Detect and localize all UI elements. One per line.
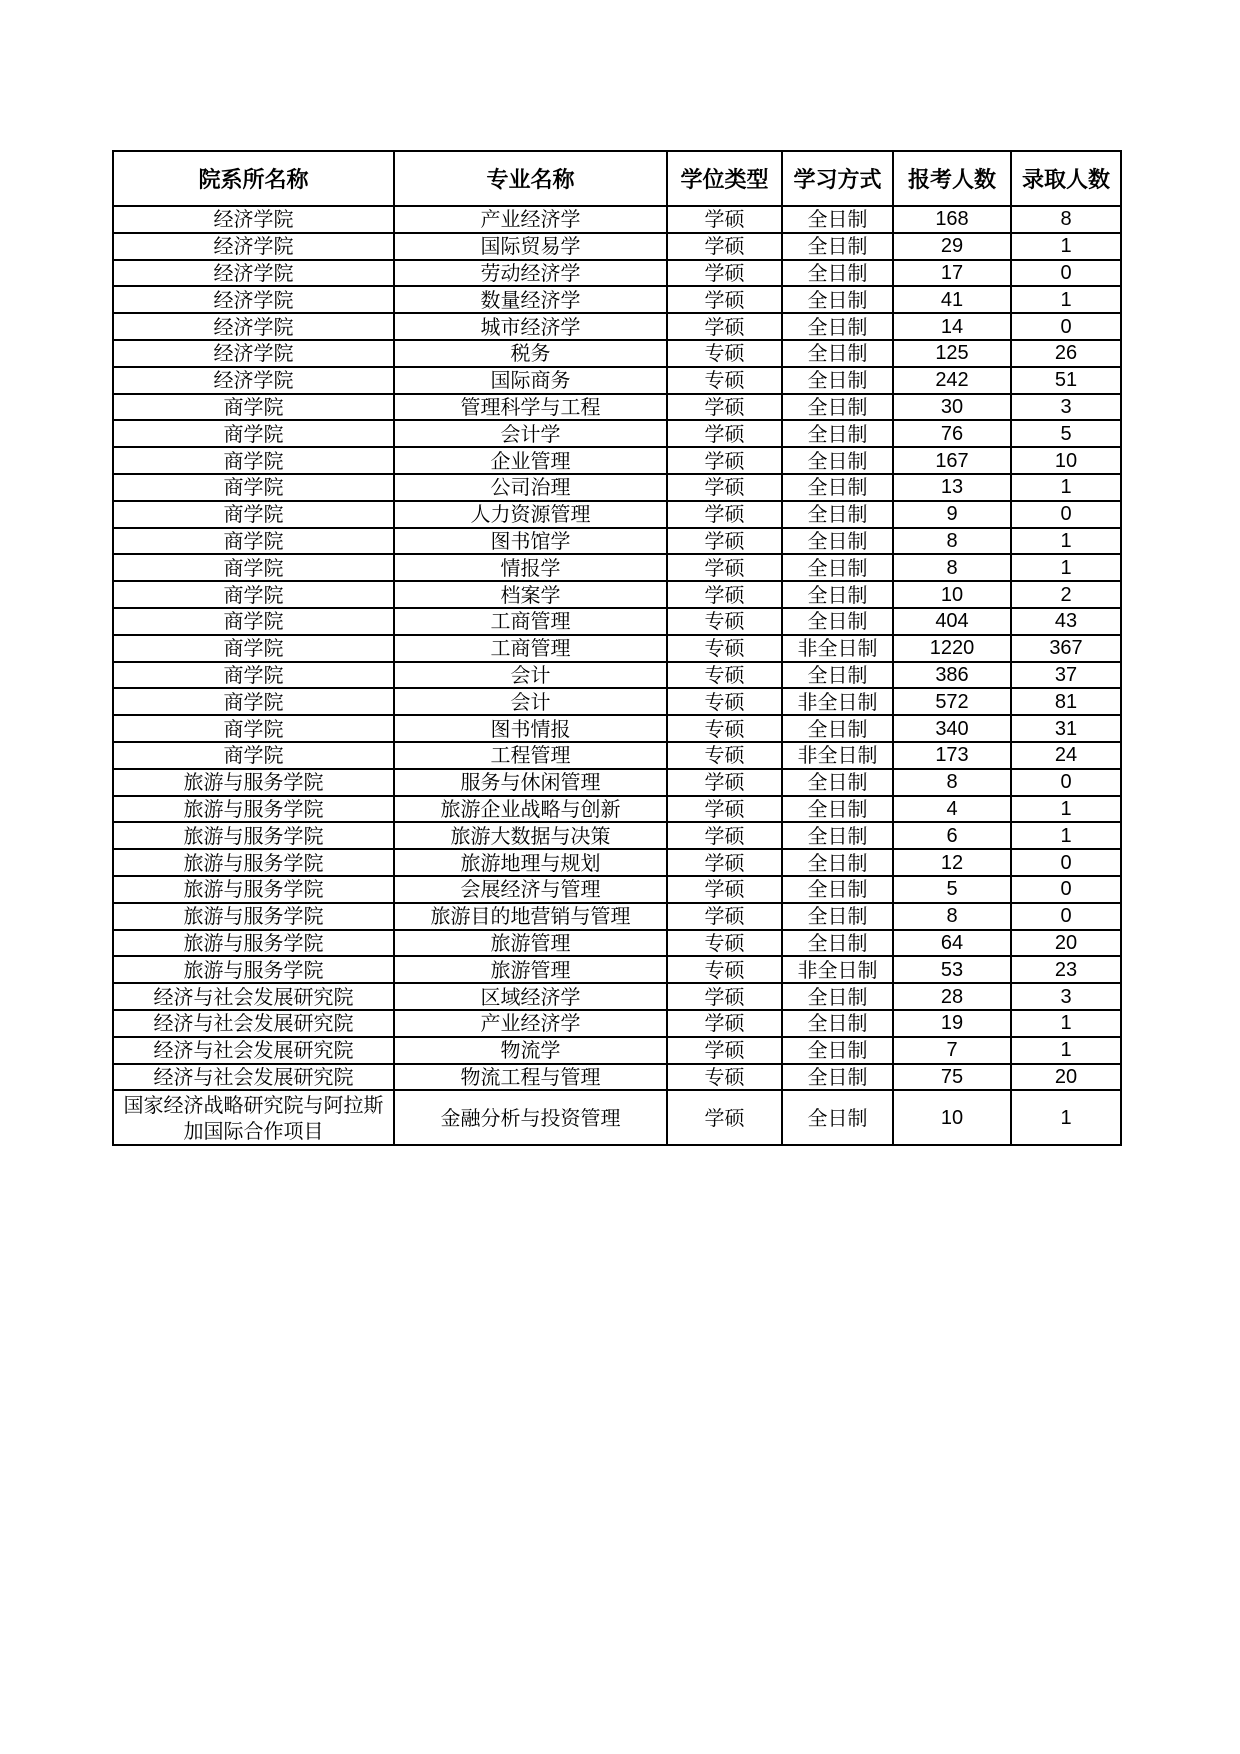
cell-applicants: 19 (893, 1010, 1011, 1037)
cell-applicants: 75 (893, 1064, 1011, 1091)
cell-major: 城市经济学 (394, 313, 667, 340)
cell-admitted: 2 (1011, 581, 1121, 608)
table-row (113, 956, 1121, 983)
table-row (113, 1037, 1121, 1064)
cell-applicants: 167 (893, 447, 1011, 474)
cell-department: 商学院 (113, 420, 394, 447)
cell-degree-type: 专硕 (667, 367, 782, 394)
cell-applicants: 17 (893, 260, 1011, 287)
cell-major: 工商管理 (394, 608, 667, 635)
cell-department: 旅游与服务学院 (113, 903, 394, 930)
cell-study-mode: 非全日制 (782, 956, 893, 983)
table-row (113, 501, 1121, 528)
cell-admitted: 3 (1011, 394, 1121, 421)
cell-major: 金融分析与投资管理 (394, 1090, 667, 1145)
table-row (113, 1064, 1121, 1091)
cell-major: 会展经济与管理 (394, 876, 667, 903)
cell-study-mode: 非全日制 (782, 688, 893, 715)
table-row (113, 286, 1121, 313)
cell-applicants: 64 (893, 930, 1011, 957)
cell-admitted: 20 (1011, 930, 1121, 957)
cell-study-mode: 全日制 (782, 876, 893, 903)
table-row (113, 662, 1121, 689)
cell-major: 情报学 (394, 554, 667, 581)
table-row (113, 715, 1121, 742)
cell-department: 经济与社会发展研究院 (113, 1064, 394, 1091)
cell-department: 经济与社会发展研究院 (113, 1037, 394, 1064)
cell-applicants: 9 (893, 501, 1011, 528)
cell-applicants: 53 (893, 956, 1011, 983)
cell-study-mode: 全日制 (782, 796, 893, 823)
admissions-table (112, 150, 1122, 1146)
cell-degree-type: 专硕 (667, 930, 782, 957)
cell-admitted: 10 (1011, 447, 1121, 474)
cell-degree-type: 学硕 (667, 1090, 782, 1145)
table-row (113, 1090, 1121, 1145)
cell-major: 图书情报 (394, 715, 667, 742)
cell-study-mode: 全日制 (782, 1090, 893, 1145)
cell-study-mode: 全日制 (782, 394, 893, 421)
cell-admitted: 26 (1011, 340, 1121, 367)
cell-admitted: 3 (1011, 983, 1121, 1010)
cell-study-mode: 全日制 (782, 554, 893, 581)
table-row (113, 528, 1121, 555)
cell-study-mode: 全日制 (782, 1010, 893, 1037)
table-row (113, 742, 1121, 769)
cell-degree-type: 学硕 (667, 849, 782, 876)
cell-degree-type: 专硕 (667, 956, 782, 983)
cell-applicants: 7 (893, 1037, 1011, 1064)
cell-degree-type: 学硕 (667, 474, 782, 501)
cell-department: 经济与社会发展研究院 (113, 983, 394, 1010)
cell-admitted: 51 (1011, 367, 1121, 394)
cell-department: 经济学院 (113, 286, 394, 313)
header-major: 专业名称 (394, 151, 667, 206)
cell-study-mode: 全日制 (782, 286, 893, 313)
cell-admitted: 1 (1011, 474, 1121, 501)
cell-degree-type: 学硕 (667, 769, 782, 796)
table-row (113, 206, 1121, 233)
cell-admitted: 20 (1011, 1064, 1121, 1091)
cell-applicants: 12 (893, 849, 1011, 876)
cell-degree-type: 学硕 (667, 822, 782, 849)
table-row (113, 1010, 1121, 1037)
header-study-mode: 学习方式 (782, 151, 893, 206)
cell-study-mode: 全日制 (782, 260, 893, 287)
cell-admitted: 43 (1011, 608, 1121, 635)
cell-admitted: 24 (1011, 742, 1121, 769)
cell-applicants: 4 (893, 796, 1011, 823)
table-row (113, 769, 1121, 796)
cell-applicants: 242 (893, 367, 1011, 394)
cell-study-mode: 全日制 (782, 608, 893, 635)
cell-major: 工程管理 (394, 742, 667, 769)
cell-department: 旅游与服务学院 (113, 796, 394, 823)
table-row (113, 313, 1121, 340)
cell-applicants: 76 (893, 420, 1011, 447)
cell-department: 经济学院 (113, 233, 394, 260)
table-row (113, 474, 1121, 501)
cell-study-mode: 全日制 (782, 822, 893, 849)
cell-admitted: 0 (1011, 849, 1121, 876)
cell-admitted: 81 (1011, 688, 1121, 715)
table-row (113, 233, 1121, 260)
cell-department: 国家经济战略研究院与阿拉斯加国际合作项目 (113, 1090, 394, 1145)
cell-applicants: 41 (893, 286, 1011, 313)
cell-department: 商学院 (113, 715, 394, 742)
cell-admitted: 37 (1011, 662, 1121, 689)
table-row (113, 983, 1121, 1010)
cell-degree-type: 专硕 (667, 742, 782, 769)
cell-applicants: 6 (893, 822, 1011, 849)
header-applicants: 报考人数 (893, 151, 1011, 206)
cell-study-mode: 全日制 (782, 715, 893, 742)
table-row (113, 260, 1121, 287)
cell-department: 经济学院 (113, 206, 394, 233)
cell-admitted: 0 (1011, 769, 1121, 796)
table-row (113, 447, 1121, 474)
header-department: 院系所名称 (113, 151, 394, 206)
cell-study-mode: 全日制 (782, 1064, 893, 1091)
table-row (113, 635, 1121, 662)
cell-department: 商学院 (113, 635, 394, 662)
cell-degree-type: 学硕 (667, 447, 782, 474)
cell-admitted: 1 (1011, 554, 1121, 581)
cell-degree-type: 学硕 (667, 233, 782, 260)
header-admitted: 录取人数 (1011, 151, 1121, 206)
cell-admitted: 23 (1011, 956, 1121, 983)
cell-major: 工商管理 (394, 635, 667, 662)
cell-applicants: 386 (893, 662, 1011, 689)
cell-study-mode: 非全日制 (782, 635, 893, 662)
cell-major: 人力资源管理 (394, 501, 667, 528)
cell-department: 商学院 (113, 581, 394, 608)
cell-major: 区域经济学 (394, 983, 667, 1010)
cell-major: 数量经济学 (394, 286, 667, 313)
cell-major: 图书馆学 (394, 528, 667, 555)
cell-admitted: 0 (1011, 501, 1121, 528)
cell-applicants: 173 (893, 742, 1011, 769)
cell-study-mode: 全日制 (782, 340, 893, 367)
cell-study-mode: 全日制 (782, 662, 893, 689)
cell-degree-type: 学硕 (667, 554, 782, 581)
cell-degree-type: 学硕 (667, 206, 782, 233)
cell-applicants: 8 (893, 528, 1011, 555)
cell-major: 国际贸易学 (394, 233, 667, 260)
cell-major: 产业经济学 (394, 206, 667, 233)
cell-applicants: 168 (893, 206, 1011, 233)
table-row (113, 367, 1121, 394)
cell-applicants: 5 (893, 876, 1011, 903)
cell-degree-type: 专硕 (667, 1064, 782, 1091)
cell-degree-type: 学硕 (667, 581, 782, 608)
cell-department: 商学院 (113, 688, 394, 715)
cell-admitted: 5 (1011, 420, 1121, 447)
cell-admitted: 8 (1011, 206, 1121, 233)
cell-major: 劳动经济学 (394, 260, 667, 287)
cell-study-mode: 全日制 (782, 420, 893, 447)
table-row (113, 688, 1121, 715)
cell-major: 旅游企业战略与创新 (394, 796, 667, 823)
cell-department: 商学院 (113, 447, 394, 474)
cell-department: 经济与社会发展研究院 (113, 1010, 394, 1037)
cell-major: 税务 (394, 340, 667, 367)
cell-department: 商学院 (113, 608, 394, 635)
cell-major: 物流学 (394, 1037, 667, 1064)
cell-admitted: 1 (1011, 1090, 1121, 1145)
cell-degree-type: 学硕 (667, 420, 782, 447)
cell-study-mode: 全日制 (782, 528, 893, 555)
cell-degree-type: 学硕 (667, 394, 782, 421)
cell-study-mode: 全日制 (782, 903, 893, 930)
header-degree-type: 学位类型 (667, 151, 782, 206)
cell-degree-type: 学硕 (667, 1010, 782, 1037)
cell-major: 旅游目的地营销与管理 (394, 903, 667, 930)
table-row (113, 796, 1121, 823)
cell-study-mode: 全日制 (782, 501, 893, 528)
cell-department: 经济学院 (113, 340, 394, 367)
cell-department: 旅游与服务学院 (113, 876, 394, 903)
cell-applicants: 14 (893, 313, 1011, 340)
cell-degree-type: 学硕 (667, 903, 782, 930)
table-row (113, 822, 1121, 849)
cell-admitted: 1 (1011, 528, 1121, 555)
cell-department: 旅游与服务学院 (113, 849, 394, 876)
table-row (113, 876, 1121, 903)
cell-applicants: 29 (893, 233, 1011, 260)
cell-department: 商学院 (113, 528, 394, 555)
cell-applicants: 10 (893, 581, 1011, 608)
cell-admitted: 0 (1011, 313, 1121, 340)
cell-degree-type: 专硕 (667, 608, 782, 635)
cell-study-mode: 全日制 (782, 367, 893, 394)
cell-applicants: 8 (893, 769, 1011, 796)
cell-department: 商学院 (113, 554, 394, 581)
cell-study-mode: 全日制 (782, 206, 893, 233)
cell-department: 旅游与服务学院 (113, 930, 394, 957)
cell-degree-type: 专硕 (667, 340, 782, 367)
cell-major: 旅游管理 (394, 956, 667, 983)
cell-applicants: 8 (893, 903, 1011, 930)
cell-admitted: 1 (1011, 796, 1121, 823)
table-row (113, 581, 1121, 608)
cell-applicants: 404 (893, 608, 1011, 635)
cell-study-mode: 全日制 (782, 1037, 893, 1064)
table-row (113, 903, 1121, 930)
cell-admitted: 1 (1011, 1010, 1121, 1037)
cell-applicants: 10 (893, 1090, 1011, 1145)
cell-major: 服务与休闲管理 (394, 769, 667, 796)
cell-degree-type: 学硕 (667, 1037, 782, 1064)
table-row (113, 930, 1121, 957)
cell-study-mode: 全日制 (782, 233, 893, 260)
cell-study-mode: 全日制 (782, 474, 893, 501)
cell-major: 旅游大数据与决策 (394, 822, 667, 849)
cell-study-mode: 全日制 (782, 983, 893, 1010)
cell-department: 经济学院 (113, 313, 394, 340)
cell-major: 会计 (394, 688, 667, 715)
cell-applicants: 8 (893, 554, 1011, 581)
cell-degree-type: 学硕 (667, 983, 782, 1010)
cell-department: 商学院 (113, 394, 394, 421)
table-row (113, 340, 1121, 367)
cell-applicants: 572 (893, 688, 1011, 715)
cell-department: 旅游与服务学院 (113, 956, 394, 983)
cell-degree-type: 学硕 (667, 876, 782, 903)
cell-admitted: 1 (1011, 1037, 1121, 1064)
table-header-row (113, 151, 1121, 206)
cell-department: 经济学院 (113, 260, 394, 287)
cell-major: 旅游地理与规划 (394, 849, 667, 876)
cell-applicants: 30 (893, 394, 1011, 421)
cell-admitted: 0 (1011, 876, 1121, 903)
cell-degree-type: 学硕 (667, 286, 782, 313)
cell-study-mode: 全日制 (782, 769, 893, 796)
cell-major: 旅游管理 (394, 930, 667, 957)
cell-degree-type: 专硕 (667, 715, 782, 742)
cell-department: 商学院 (113, 662, 394, 689)
cell-study-mode: 全日制 (782, 447, 893, 474)
cell-admitted: 31 (1011, 715, 1121, 742)
table-body (113, 206, 1121, 1145)
cell-degree-type: 学硕 (667, 528, 782, 555)
cell-applicants: 125 (893, 340, 1011, 367)
cell-major: 会计学 (394, 420, 667, 447)
cell-major: 物流工程与管理 (394, 1064, 667, 1091)
cell-study-mode: 非全日制 (782, 742, 893, 769)
cell-degree-type: 专硕 (667, 662, 782, 689)
table-row (113, 554, 1121, 581)
cell-admitted: 1 (1011, 286, 1121, 313)
cell-major: 会计 (394, 662, 667, 689)
cell-degree-type: 专硕 (667, 635, 782, 662)
cell-admitted: 1 (1011, 233, 1121, 260)
cell-degree-type: 专硕 (667, 688, 782, 715)
table-row (113, 420, 1121, 447)
cell-study-mode: 全日制 (782, 930, 893, 957)
cell-major: 管理科学与工程 (394, 394, 667, 421)
cell-admitted: 0 (1011, 260, 1121, 287)
cell-applicants: 28 (893, 983, 1011, 1010)
cell-major: 企业管理 (394, 447, 667, 474)
cell-department: 旅游与服务学院 (113, 769, 394, 796)
cell-degree-type: 学硕 (667, 796, 782, 823)
table-row (113, 608, 1121, 635)
cell-admitted: 0 (1011, 903, 1121, 930)
cell-applicants: 340 (893, 715, 1011, 742)
cell-degree-type: 学硕 (667, 501, 782, 528)
cell-study-mode: 全日制 (782, 849, 893, 876)
cell-study-mode: 全日制 (782, 313, 893, 340)
cell-degree-type: 学硕 (667, 260, 782, 287)
cell-major: 档案学 (394, 581, 667, 608)
cell-department: 商学院 (113, 501, 394, 528)
cell-admitted: 367 (1011, 635, 1121, 662)
cell-admitted: 1 (1011, 822, 1121, 849)
cell-department: 商学院 (113, 742, 394, 769)
table-row (113, 849, 1121, 876)
cell-major: 国际商务 (394, 367, 667, 394)
table-row (113, 394, 1121, 421)
cell-study-mode: 全日制 (782, 581, 893, 608)
cell-major: 产业经济学 (394, 1010, 667, 1037)
cell-degree-type: 学硕 (667, 313, 782, 340)
cell-department: 商学院 (113, 474, 394, 501)
cell-department: 旅游与服务学院 (113, 822, 394, 849)
cell-major: 公司治理 (394, 474, 667, 501)
cell-department: 经济学院 (113, 367, 394, 394)
cell-applicants: 1220 (893, 635, 1011, 662)
cell-applicants: 13 (893, 474, 1011, 501)
